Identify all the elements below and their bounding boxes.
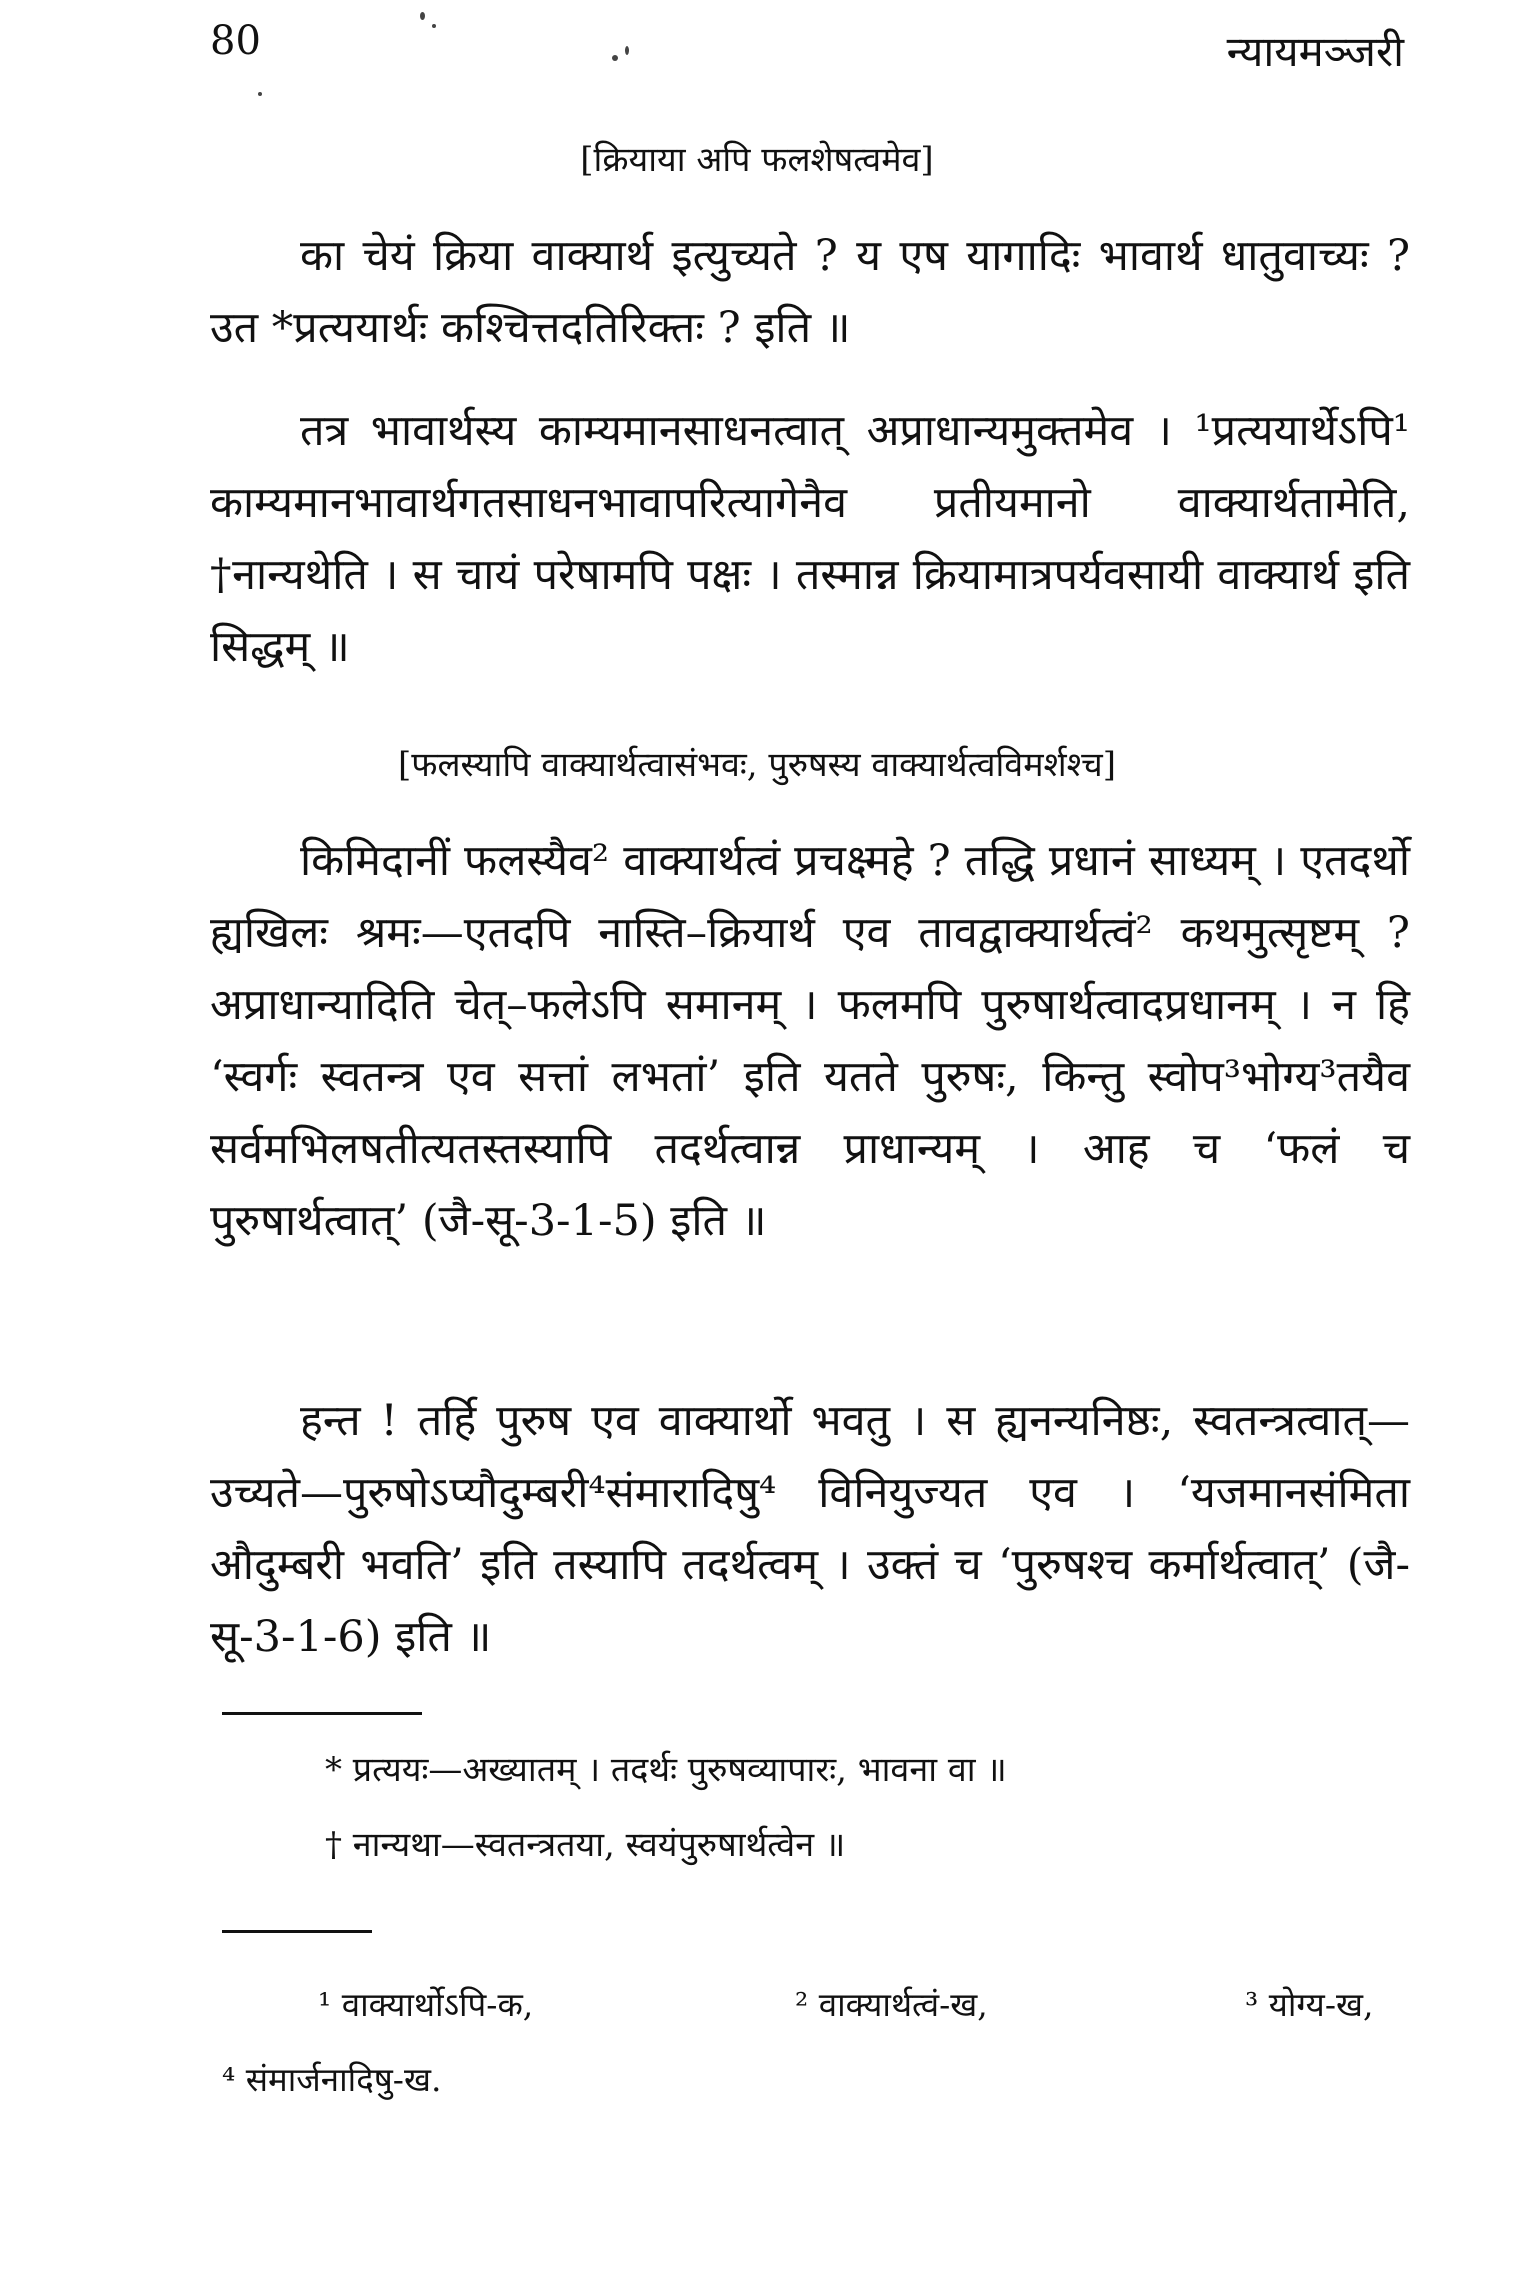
paragraph: किमिदानीं फलस्यैव² वाक्यार्थत्वं प्रचक्ष्महे ? तद्धि प्रधानं साध्यम् । एतदर्थो ह्यखिलः श्रमः—एतदपि नास्ति–क्रियार्थ एव तावद्वाक्यार्थत्वं² कथमुत्सृष्टम् ? अप्राधान्यादिति चेत्–फलेऽपि समानम् । फलमपि पुरुषार्थत्वादप्रधानम् । न हि ‘स्वर्गः स्वतन्त्र एव सत्तां लभतां’ इति यतते पुरुषः, किन्तु स्वोप³भोग्य³तयैव सर्वमभिलषतीत्यतस्तस्यापि तदर्थत्वान्न प्राधान्यम् । आह च ‘फलं च पुरुषार्थत्वात्’ (जै-सू-3-1-5) इति ॥ [210, 836, 1410, 1246]
page-number: 80 [210, 18, 261, 64]
paragraph: का चेयं क्रिया वाक्यार्थ इत्युच्यते ? य एष यागादिः भावार्थ धातुवाच्यः ? उत *प्रत्ययार्थः कश्चित्तदतिरिक्तः ? इति ॥ [210, 231, 1410, 353]
print-speck [420, 12, 425, 20]
variants-rule [222, 1930, 372, 1933]
footnote: * प्रत्ययः—अख्यातम् । तदर्थः पुरुषव्यापारः, भावना वा ॥ [325, 1750, 1007, 1790]
section-heading: [क्रियाया अपि फलशेषत्वमेव] [580, 140, 934, 180]
variant-reading: ⁴ संमार्जनादिषु-ख. [222, 2060, 442, 2099]
print-speck [432, 24, 436, 28]
section-heading: [फलस्यापि वाक्यार्थत्वासंभवः, पुरुषस्य वाक्यार्थत्वविमर्शश्च] [398, 745, 1116, 785]
print-speck [625, 46, 629, 55]
variant-reading: ² वाक्यार्थत्वं-ख, [795, 1985, 988, 2024]
variant-reading: ³ योग्य-ख, [1245, 1985, 1374, 2024]
paragraph: हन्त ! तर्हि पुरुष एव वाक्यार्थो भवतु । स ह्यनन्यनिष्ठः, स्वतन्त्रत्वात्—उच्यते—पुरुषोऽप्यौदुम्बरी⁴संमारादिषु⁴ विनियुज्यत एव । ‘यजमानसंमिता औदुम्बरी भवति’ इति तस्यापि तदर्थत्वम् । उक्तं च ‘पुरुषश्च कर्मार्थत्वात्’ (जै-सू-3-1-6) इति ॥ [210, 1396, 1410, 1662]
footnote: † नान्यथा—स्वतन्त्रतया, स्वयंपुरुषार्थत्वेन ॥ [325, 1825, 846, 1865]
print-speck [612, 55, 618, 61]
paragraph: तत्र भावार्थस्य काम्यमानसाधनत्वात् अप्राधान्यमुक्तमेव । ¹प्रत्ययार्थेऽपि¹ काम्यमानभावार्थगतसाधनभावापरित्यागेनैव प्रतीयमानो वाक्यार्थतामेति, †नान्यथेति । स चायं परेषामपि पक्षः । तस्मान्न क्रियामात्रपर्यवसायी वाक्यार्थ इति सिद्धम् ॥ [210, 406, 1410, 672]
variant-reading: ¹ वाक्यार्थोऽपि-क, [318, 1985, 534, 2024]
footnote-rule [222, 1712, 422, 1715]
running-title: न्यायमञ्जरी [1226, 27, 1404, 76]
print-speck [258, 92, 262, 96]
